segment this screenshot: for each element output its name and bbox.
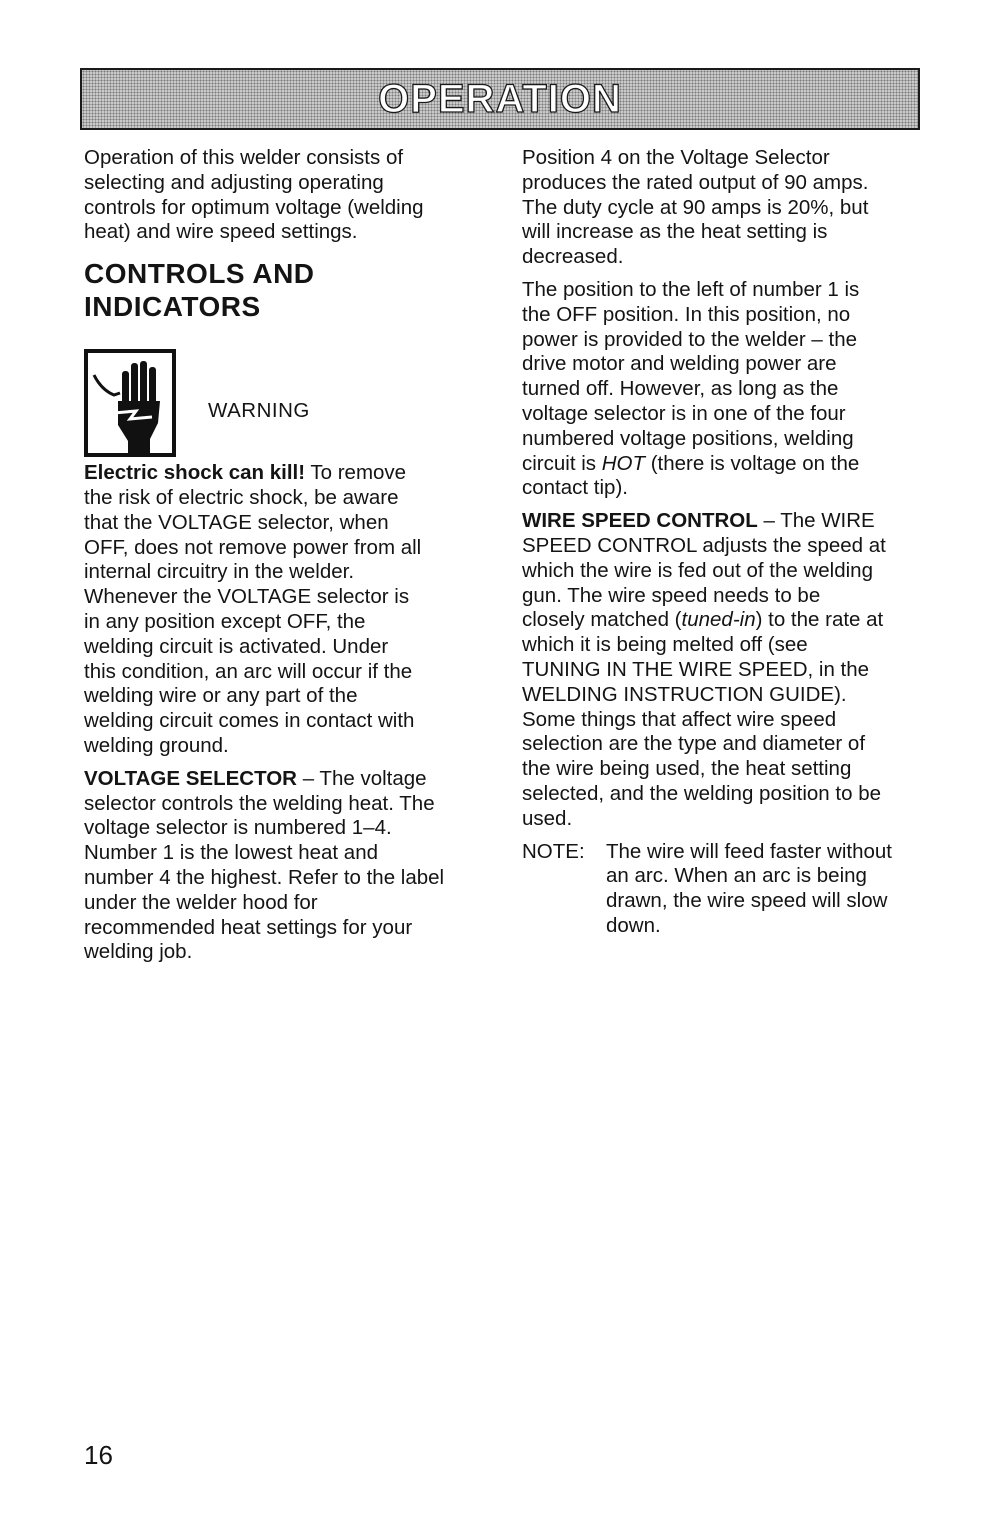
page-title: OPERATION xyxy=(378,76,622,121)
off-position-text-a: The position to the left of number 1 is the OFF position. In this position, no power is provided to the welder – the drive motor and welding power are turned off. However, as long as the voltage selector is in one of the four numbered voltage positions, welding circuit is xyxy=(522,277,860,475)
voltage-selector-text: – The voltage selector controls the welding heat. The voltage selector is numbered 1–4. Number 1 is the lowest heat and number 4 the highest. Refer to the label under the welder hood for recommended heat settings for your welding job. xyxy=(84,766,445,964)
warning-lead: Electric shock can kill! xyxy=(84,461,306,485)
warning-paragraph xyxy=(84,461,484,759)
left-column xyxy=(84,146,484,973)
voltage-selector-paragraph xyxy=(84,767,484,965)
position-4-paragraph: Position 4 on the Voltage Selector produces the rated output of 90 amps. The duty cycle at 90 amps is 20%, but will increase as the heat setting is decreased. xyxy=(522,146,869,269)
section-title: CONTROLS AND INDICATORS xyxy=(84,258,315,323)
off-position-paragraph xyxy=(522,278,922,501)
page-header-banner xyxy=(80,68,920,130)
wire-speed-paragraph xyxy=(522,509,922,831)
warning-block xyxy=(84,349,484,457)
wire-speed-lead: WIRE SPEED CONTROL xyxy=(522,509,758,533)
page-number: 16 xyxy=(84,1440,113,1470)
wire-speed-text-b: ) to the rate at which it is being melted off (see TUNING IN THE WIRE SPEED, in the WELDING INSTRUCTION GUIDE). Some things that affect wire speed selection are the type and diameter of the wire being used, the heat setting selected, and the welding position to be used. xyxy=(522,608,884,830)
hot-emphasis: HOT xyxy=(601,451,646,475)
right-column xyxy=(522,146,922,939)
note-block xyxy=(522,840,922,939)
note-text: The wire will feed faster without an arc. When an arc is being drawn, the wire speed will slow down. xyxy=(606,839,892,937)
off-position-text-b: (there is voltage on the contact tip). xyxy=(522,451,860,500)
warning-text: To remove the risk of electric shock, be aware that the VOLTAGE selector, when OFF, does not remove power from all internal circuitry in the welder. Whenever the VOLTAGE selector is in any position except OFF, the welding circuit is activated. Under this condition, an arc will occur if the welding wire or any part of the welding circuit comes in contact with welding ground. xyxy=(84,461,422,757)
voltage-selector-lead: VOLTAGE SELECTOR xyxy=(84,766,297,790)
warning-label: WARNING xyxy=(208,398,310,422)
wire-speed-text-a: – The WIRE SPEED CONTROL adjusts the speed at which the wire is fed out of the welding gun. The wire speed needs to be closely matched ( xyxy=(522,509,886,632)
intro-paragraph: Operation of this welder consists of selecting and adjusting operating controls for optimum voltage (welding heat) and wire speed settings. xyxy=(84,146,424,244)
electric-shock-hand-icon xyxy=(84,349,176,457)
note-label: NOTE: xyxy=(522,839,585,863)
tuned-in-emphasis: tuned-in xyxy=(681,608,756,632)
